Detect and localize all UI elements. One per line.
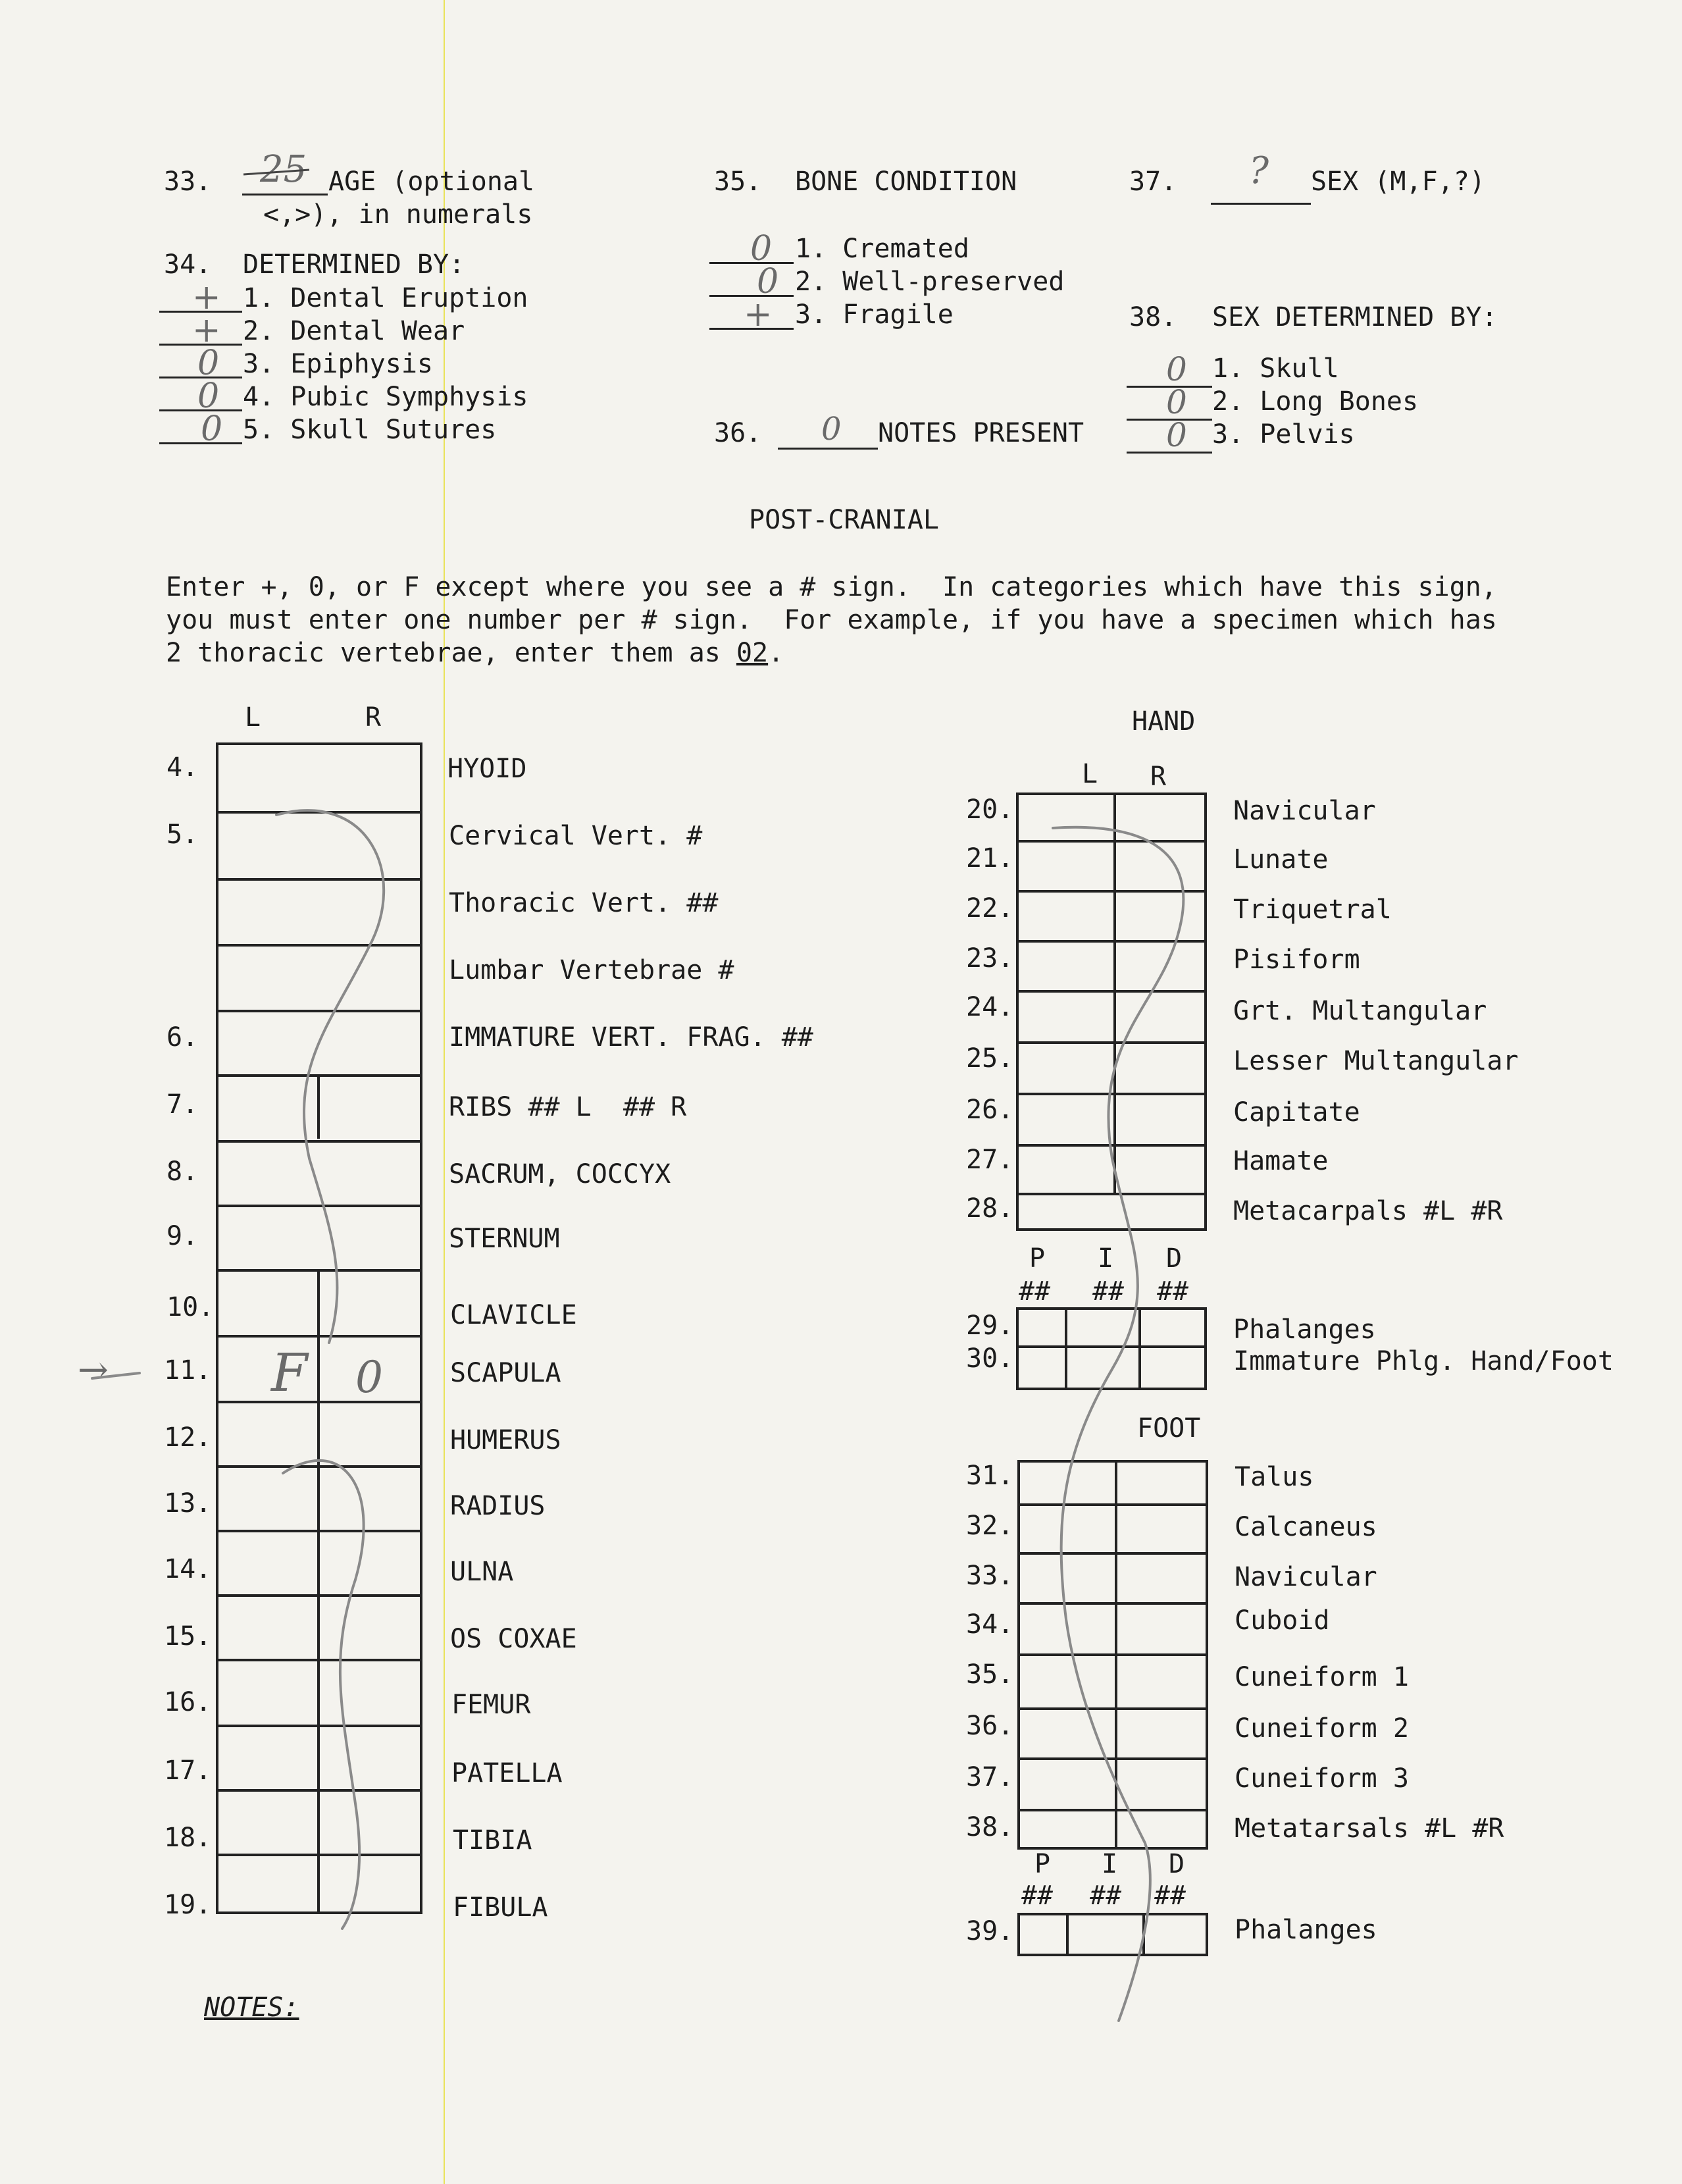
epiphysis-mark[interactable]: 0 (197, 344, 220, 383)
row-number: 21. (966, 843, 1014, 873)
pubic-symphysis-mark[interactable]: 0 (197, 377, 220, 416)
left-table-rule (218, 1010, 420, 1012)
hand-table-rule (1019, 890, 1204, 893)
foot-table-rule (1020, 1653, 1206, 1656)
age-value[interactable]: 25 (260, 148, 307, 191)
fragile-mark[interactable]: + (744, 295, 773, 334)
instructions-line-3-end: . (768, 638, 784, 668)
hand-title: HAND (1132, 706, 1196, 737)
age-item-number: 33. (164, 167, 212, 197)
hand-pid-hash-d: ## (1157, 1276, 1189, 1307)
epiphysis-label: 3. Epiphysis (243, 349, 433, 379)
row-number: 38. (966, 1812, 1014, 1842)
cremated-label: 1. Cremated (795, 234, 969, 264)
foot-pid-i: I (1102, 1849, 1118, 1879)
sex-determined-by-number: 38. (1129, 302, 1177, 332)
post-cranial-title: POST-CRANIAL (749, 505, 939, 535)
hand-hamate-label: Hamate (1233, 1146, 1329, 1176)
row-number: 34. (966, 1609, 1014, 1640)
row-label-radius: RADIUS (450, 1491, 546, 1521)
hand-triquetral-label: Triquetral (1233, 895, 1392, 925)
row-label-thoracic-vert: Thoracic Vert. ## (449, 888, 719, 918)
hand-pid-hash-p: ## (1019, 1276, 1051, 1307)
row-number: 31. (966, 1461, 1014, 1491)
row-label-scapula: SCAPULA (450, 1358, 561, 1388)
notes-present-label: NOTES PRESENT (878, 418, 1084, 448)
left-table-rule (218, 944, 420, 947)
row-label-femur: FEMUR (451, 1690, 531, 1720)
notes-present-blank (778, 448, 878, 450)
pelvis-mark[interactable]: 0 (1166, 416, 1187, 454)
foot-pid-d: D (1169, 1849, 1185, 1879)
foot-pid-hash-i: ## (1090, 1881, 1122, 1911)
example-value: 02 (736, 638, 769, 668)
row-number: 19. (164, 1890, 212, 1920)
phalanges-divider (1138, 1310, 1141, 1388)
foot-cuboid-label: Cuboid (1235, 1605, 1330, 1636)
hand-pisiform-label: Pisiform (1233, 945, 1360, 975)
row-label-clavicle: CLAVICLE (450, 1300, 577, 1330)
long-bones-label: 2. Long Bones (1212, 386, 1419, 417)
row-number: 22. (966, 893, 1014, 923)
hand-divider (1113, 795, 1116, 1195)
foot-pid-hash-p: ## (1021, 1881, 1054, 1911)
foot-talus-label: Talus (1235, 1462, 1314, 1492)
hand-metacarpals-label: Metacarpals #L #R (1233, 1196, 1503, 1226)
row-number: 4. (166, 752, 199, 783)
hand-col-l: L (1082, 759, 1098, 789)
row-number: 8. (166, 1157, 199, 1187)
notes-present-number: 36. (714, 418, 762, 448)
row-number: 26. (966, 1095, 1014, 1125)
row-label-immature-vert-frag: IMMATURE VERT. FRAG. ## (449, 1022, 813, 1053)
left-table-rule (218, 1140, 420, 1143)
foot-cuneiform-1-label: Cuneiform 1 (1235, 1662, 1409, 1692)
foot-title: FOOT (1137, 1413, 1201, 1443)
skull-label: 1. Skull (1212, 353, 1339, 384)
arrow-icon: → (78, 1349, 109, 1391)
left-bone-table (216, 742, 422, 1914)
hand-table-rule (1019, 1144, 1204, 1147)
foot-table-rule (1020, 1809, 1206, 1811)
left-table-rule (218, 878, 420, 881)
left-table-rule (218, 1205, 420, 1207)
row-number: 30. (966, 1343, 1014, 1374)
hand-phalanges-table (1016, 1307, 1207, 1390)
row-number: 13. (164, 1488, 212, 1519)
foot-phalanges-label: Phalanges (1235, 1915, 1377, 1945)
foot-metatarsals-label: Metatarsals #L #R (1235, 1813, 1504, 1844)
left-table-rule (218, 811, 420, 814)
foot-phalanges-table (1017, 1913, 1208, 1956)
foot-table-rule (1020, 1552, 1206, 1555)
row-number: 39. (966, 1916, 1014, 1946)
hand-lunate-label: Lunate (1233, 845, 1329, 875)
hand-table (1016, 793, 1207, 1231)
row-number: 25. (966, 1043, 1014, 1074)
scapula-left-entry[interactable]: F (271, 1342, 308, 1403)
sex-label: SEX (M,F,?) (1311, 167, 1485, 197)
instructions-line-2: you must enter one number per # sign. For example, if you have a specimen which has (166, 605, 1497, 635)
foot-table-rule (1020, 1602, 1206, 1605)
skull-sutures-label: 5. Skull Sutures (243, 415, 497, 445)
hand-lesser-multangular-label: Lesser Multangular (1233, 1046, 1519, 1076)
row-number: 32. (966, 1511, 1014, 1541)
hand-pid-i: I (1098, 1243, 1114, 1274)
phalanges-divider (1065, 1310, 1067, 1388)
bone-condition-number: 35. (714, 167, 762, 197)
age-label-2: <,>), in numerals (263, 199, 533, 230)
pubic-symphysis-label: 4. Pubic Symphysis (243, 382, 528, 412)
hand-table-rule (1019, 1193, 1204, 1195)
row-number: 17. (164, 1755, 212, 1786)
row-number: 20. (966, 794, 1014, 825)
hand-table-rule (1019, 990, 1204, 993)
phalanges-rule (1019, 1345, 1204, 1348)
foot-cuneiform-2-label: Cuneiform 2 (1235, 1713, 1409, 1744)
row-number: 10. (166, 1292, 215, 1322)
determined-by-title: DETERMINED BY: (243, 249, 465, 280)
sex-blank (1211, 203, 1311, 205)
row-label-sternum: STERNUM (449, 1224, 560, 1254)
row-label-sacrum-coccyx: SACRUM, COCCYX (449, 1159, 671, 1189)
sex-determined-by-title: SEX DETERMINED BY: (1212, 302, 1498, 332)
row-number: 35. (966, 1659, 1014, 1690)
row-label-ulna: ULNA (450, 1557, 514, 1587)
dental-eruption-mark[interactable]: + (192, 278, 221, 317)
row-number: 11. (164, 1355, 212, 1386)
row-number: 15. (164, 1621, 212, 1651)
phalanges-divider (1142, 1915, 1145, 1954)
row-number: 18. (164, 1823, 212, 1853)
ribs-divider (317, 1074, 320, 1139)
row-number: 24. (966, 992, 1014, 1022)
hand-table-rule (1019, 840, 1204, 843)
age-blank (242, 194, 328, 195)
bone-condition-title: BONE CONDITION (795, 167, 1017, 197)
row-number: 7. (166, 1089, 199, 1120)
instructions-line-3 (166, 640, 784, 666)
hand-col-r: R (1150, 762, 1167, 792)
age-label: AGE (optional (328, 167, 535, 197)
notes-present-value[interactable]: 0 (821, 411, 842, 448)
row-number: 16. (164, 1687, 212, 1717)
instructions-line-3-text: 2 thoracic vertebrae, enter them as (166, 638, 736, 668)
foot-table-rule (1020, 1757, 1206, 1760)
row-number: 23. (966, 943, 1014, 974)
row-label-ribs: RIBS ## L ## R (449, 1092, 687, 1122)
dental-eruption-label: 1. Dental Eruption (243, 283, 528, 313)
row-number: 14. (164, 1554, 212, 1584)
row-label-lumbar-vertebrae: Lumbar Vertebrae # (449, 955, 734, 985)
row-number: 5. (166, 819, 199, 850)
row-number: 6. (166, 1022, 199, 1053)
notes-label: NOTES: (204, 1992, 299, 2023)
row-label-patella: PATELLA (451, 1758, 563, 1788)
left-table-col-r: R (365, 702, 382, 733)
sex-number: 37. (1129, 167, 1177, 197)
hand-pid-p: P (1029, 1243, 1046, 1274)
skull-mark[interactable]: 0 (1166, 350, 1187, 388)
foot-cuneiform-3-label: Cuneiform 3 (1235, 1763, 1409, 1794)
instructions-line-1: Enter +, 0, or F except where you see a # sign. In categories which have this sign, (166, 572, 1497, 602)
immature-phalanges-label: Immature Phlg. Hand/Foot (1233, 1346, 1614, 1376)
hand-pid-hash-i: ## (1092, 1276, 1125, 1307)
long-bones-divider (317, 1269, 320, 1914)
foot-calcaneus-label: Calcaneus (1235, 1512, 1377, 1542)
scapula-right-entry[interactable]: 0 (355, 1352, 383, 1403)
row-number: 12. (164, 1422, 212, 1453)
pelvis-label: 3. Pelvis (1212, 419, 1355, 450)
row-label-os-coxae: OS COXAE (450, 1624, 577, 1654)
row-label-tibia: TIBIA (453, 1825, 532, 1856)
cremated-mark[interactable]: 0 (750, 229, 773, 269)
foot-navicular-label: Navicular (1235, 1562, 1377, 1592)
row-number: 33. (966, 1561, 1014, 1591)
phalanges-divider (1066, 1915, 1069, 1954)
hand-navicular-label: Navicular (1233, 796, 1376, 826)
row-label-cervical-vert: Cervical Vert. # (449, 821, 703, 851)
well-preserved-label: 2. Well-preserved (795, 267, 1065, 297)
foot-table (1017, 1460, 1208, 1850)
row-label-fibula: FIBULA (453, 1892, 548, 1923)
foot-pid-p: P (1034, 1849, 1051, 1879)
long-bones-mark[interactable]: 0 (1166, 383, 1187, 421)
row-number: 37. (966, 1762, 1014, 1792)
hand-table-rule (1019, 1041, 1204, 1044)
row-number: 29. (966, 1311, 1014, 1341)
well-preserved-mark[interactable]: 0 (757, 262, 779, 301)
row-number: 27. (966, 1145, 1014, 1175)
foot-table-rule (1020, 1503, 1206, 1506)
hand-capitate-label: Capitate (1233, 1097, 1360, 1128)
skull-sutures-mark[interactable]: 0 (201, 409, 223, 449)
left-table-col-l: L (245, 702, 261, 733)
dental-wear-mark[interactable]: + (192, 311, 221, 350)
sex-value[interactable]: ? (1249, 149, 1269, 192)
row-label-humerus: HUMERUS (450, 1425, 561, 1455)
hand-phalanges-label: Phalanges (1233, 1314, 1376, 1345)
row-label-hyoid: HYOID (447, 754, 527, 784)
row-number: 36. (966, 1711, 1014, 1741)
dental-wear-label: 2. Dental Wear (243, 316, 465, 346)
hand-table-rule (1019, 1093, 1204, 1095)
hand-grt-multangular-label: Grt. Multangular (1233, 996, 1487, 1026)
row-number: 28. (966, 1193, 1014, 1224)
hand-table-rule (1019, 940, 1204, 943)
foot-table-rule (1020, 1707, 1206, 1710)
foot-pid-hash-d: ## (1154, 1881, 1186, 1911)
row-number: 9. (166, 1221, 199, 1251)
determined-by-number: 34. (164, 249, 212, 280)
fragile-label: 3. Fragile (795, 299, 954, 330)
hand-pid-d: D (1166, 1243, 1183, 1274)
